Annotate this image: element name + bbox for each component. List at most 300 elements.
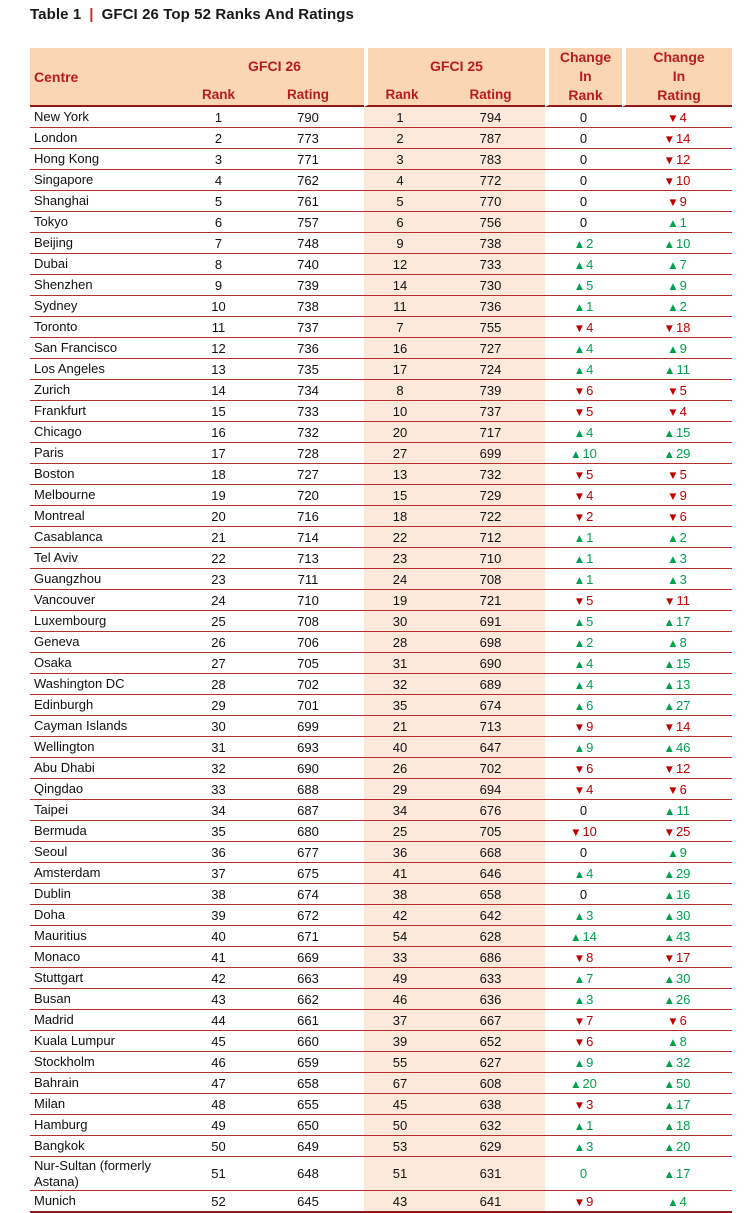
gfci26-rank-cell: 36 (185, 842, 252, 863)
up-triangle-icon: ▲ (667, 847, 680, 860)
up-triangle-icon: ▲ (667, 532, 680, 545)
gfci25-rank-cell: 31 (364, 653, 436, 674)
centre-cell: Melbourne (30, 485, 185, 506)
change-value: 9 (679, 487, 687, 503)
change-value: 4 (586, 655, 594, 671)
change-value: 7 (586, 970, 594, 986)
change-in-rank-cell (545, 1052, 622, 1073)
gfci26-rank-cell: 9 (185, 275, 252, 296)
down-triangle-icon: ▼ (667, 784, 680, 797)
gfci25-rank-cell: 28 (364, 632, 436, 653)
up-triangle-icon: ▲ (573, 574, 587, 587)
change-value: 9 (586, 739, 594, 755)
up-triangle-icon: ▲ (667, 574, 680, 587)
gfci25-rating-cell: 710 (436, 548, 545, 569)
centre-cell: Munich (30, 1191, 185, 1213)
gfci26-rating-cell: 649 (252, 1136, 364, 1157)
gfci25-rating-cell: 713 (436, 716, 545, 737)
table-row (30, 1094, 732, 1115)
change-value: 25 (675, 823, 691, 839)
table-row (30, 1031, 732, 1052)
gfci25-rating-cell: 730 (436, 275, 545, 296)
change-in-rating-cell (622, 107, 732, 128)
change-value: 11 (676, 802, 690, 818)
gfci26-rank-cell: 7 (185, 233, 252, 254)
col-header-gfci25-rating: Rating (436, 84, 545, 107)
gfci25-rank-cell: 14 (364, 275, 436, 296)
gfci25-rank-cell: 20 (364, 422, 436, 443)
centre-cell: Bangkok (30, 1136, 185, 1157)
change-value: 2 (586, 634, 594, 650)
down-triangle-icon: ▼ (573, 406, 587, 419)
up-triangle-icon: ▲ (573, 532, 587, 545)
gfci26-rank-cell: 21 (185, 527, 252, 548)
change-in-rating-cell (622, 254, 732, 275)
change-value-zero: 0 (579, 214, 588, 230)
up-triangle-icon: ▲ (573, 259, 587, 272)
change-value: 11 (676, 592, 690, 608)
table-row (30, 1010, 732, 1031)
change-value: 9 (586, 718, 594, 734)
down-triangle-icon: ▼ (573, 511, 587, 524)
gfci26-rank-cell: 19 (185, 485, 252, 506)
change-value: 20 (675, 1138, 691, 1154)
gfci25-rank-cell: 2 (364, 128, 436, 149)
change-value: 1 (586, 571, 594, 587)
change-value: 1 (586, 298, 594, 314)
down-triangle-icon: ▼ (667, 112, 680, 125)
down-triangle-icon: ▼ (573, 784, 587, 797)
gfci25-rank-cell: 22 (364, 527, 436, 548)
gfci26-rating-cell: 790 (252, 107, 364, 128)
gfci26-rank-cell: 32 (185, 758, 252, 779)
change-value: 6 (679, 508, 687, 524)
gfci25-rating-cell: 629 (436, 1136, 545, 1157)
change-rank-line1: Change (559, 49, 612, 65)
change-value: 12 (675, 760, 691, 776)
change-value: 5 (586, 277, 594, 293)
change-value: 4 (679, 1193, 687, 1209)
centre-cell: London (30, 128, 185, 149)
table-row (30, 233, 732, 254)
up-triangle-icon: ▲ (664, 364, 677, 377)
gfci25-rating-cell: 667 (436, 1010, 545, 1031)
change-value: 27 (675, 697, 691, 713)
gfci26-rating-cell: 771 (252, 149, 364, 170)
gfci25-rank-cell: 17 (364, 359, 436, 380)
gfci25-rank-cell: 36 (364, 842, 436, 863)
gfci25-rank-cell: 6 (364, 212, 436, 233)
change-value: 9 (679, 844, 687, 860)
table-row (30, 191, 732, 212)
up-triangle-icon: ▲ (663, 658, 676, 671)
gfci25-rating-cell: 690 (436, 653, 545, 674)
gfci25-rank-cell: 46 (364, 989, 436, 1010)
gfci25-rank-cell: 24 (364, 569, 436, 590)
down-triangle-icon: ▼ (663, 826, 676, 839)
gfci26-rating-cell: 702 (252, 674, 364, 695)
gfci25-rank-cell: 3 (364, 149, 436, 170)
up-triangle-icon: ▲ (667, 1036, 680, 1049)
change-value: 3 (586, 1138, 594, 1154)
gfci25-rank-cell: 19 (364, 590, 436, 611)
gfci25-rank-cell: 9 (364, 233, 436, 254)
change-in-rank-cell (545, 947, 622, 968)
gfci26-rating-cell: 705 (252, 653, 364, 674)
table-row (30, 506, 732, 527)
change-value: 1 (586, 529, 594, 545)
centre-cell: Bahrain (30, 1073, 185, 1094)
centre-cell: Cayman Islands (30, 716, 185, 737)
gfci26-rank-cell: 5 (185, 191, 252, 212)
gfci26-rating-cell: 645 (252, 1191, 364, 1213)
up-triangle-icon: ▲ (573, 1141, 587, 1154)
change-in-rating-cell (622, 779, 732, 800)
change-in-rank-cell (545, 107, 622, 128)
centre-cell: Seoul (30, 842, 185, 863)
centre-cell: Los Angeles (30, 359, 185, 380)
gfci25-rank-cell: 30 (364, 611, 436, 632)
gfci25-rank-cell: 4 (364, 170, 436, 191)
up-triangle-icon: ▲ (573, 364, 587, 377)
gfci26-rating-cell: 736 (252, 338, 364, 359)
change-in-rank-cell (545, 1115, 622, 1136)
down-triangle-icon: ▼ (667, 469, 680, 482)
gfci26-rating-cell: 732 (252, 422, 364, 443)
change-in-rating-cell (622, 422, 732, 443)
change-value: 8 (679, 634, 687, 650)
col-group-gfci26: GFCI 26 (185, 48, 364, 84)
table-row (30, 1136, 732, 1157)
change-in-rank-cell (545, 443, 622, 464)
up-triangle-icon: ▲ (573, 1120, 587, 1133)
gfci26-rank-cell: 24 (185, 590, 252, 611)
change-value: 9 (586, 1193, 594, 1209)
change-value: 3 (679, 571, 687, 587)
change-value: 6 (586, 697, 594, 713)
gfci25-rating-cell: 668 (436, 842, 545, 863)
centre-cell: Beijing (30, 233, 185, 254)
gfci26-rating-cell: 690 (252, 758, 364, 779)
table-row (30, 1191, 732, 1213)
up-triangle-icon: ▲ (663, 1141, 676, 1154)
gfci25-rating-cell: 689 (436, 674, 545, 695)
change-value: 3 (586, 991, 594, 1007)
centre-cell: New York (30, 107, 185, 128)
gfci25-rank-cell: 41 (364, 863, 436, 884)
table-row (30, 359, 732, 380)
table-row (30, 380, 732, 401)
col-header-change-in-rank (545, 48, 622, 107)
gfci25-rank-cell: 23 (364, 548, 436, 569)
table-row (30, 170, 732, 191)
up-triangle-icon: ▲ (573, 742, 587, 755)
change-value: 10 (582, 445, 597, 461)
table-row (30, 317, 732, 338)
centre-cell: Edinburgh (30, 695, 185, 716)
gfci26-rank-cell: 2 (185, 128, 252, 149)
change-in-rating-cell (622, 674, 732, 695)
gfci25-rank-cell: 15 (364, 485, 436, 506)
gfci26-rating-cell: 658 (252, 1073, 364, 1094)
gfci25-rating-cell: 627 (436, 1052, 545, 1073)
up-triangle-icon: ▲ (664, 805, 677, 818)
change-value: 4 (586, 256, 594, 272)
gfci26-rank-cell: 34 (185, 800, 252, 821)
centre-cell: Osaka (30, 653, 185, 674)
gfci25-rating-cell: 658 (436, 884, 545, 905)
change-in-rating-cell (622, 947, 732, 968)
table-row (30, 443, 732, 464)
gfci25-rating-cell: 608 (436, 1073, 545, 1094)
up-triangle-icon: ▲ (573, 553, 587, 566)
change-value: 5 (586, 403, 594, 419)
change-in-rating-cell (622, 191, 732, 212)
table-row (30, 905, 732, 926)
centre-cell: Singapore (30, 170, 185, 191)
change-value: 4 (586, 424, 594, 440)
change-value: 46 (675, 739, 691, 755)
gfci25-rank-cell: 18 (364, 506, 436, 527)
change-in-rank-cell (545, 1191, 622, 1213)
up-triangle-icon: ▲ (573, 868, 587, 881)
gfci25-rank-cell: 12 (364, 254, 436, 275)
change-in-rating-cell (622, 485, 732, 506)
up-triangle-icon: ▲ (573, 637, 587, 650)
col-header-gfci26-rank: Rank (185, 84, 252, 107)
up-triangle-icon: ▲ (573, 1057, 587, 1070)
gfci25-rating-cell: 721 (436, 590, 545, 611)
gfci26-rating-cell: 648 (252, 1157, 364, 1191)
gfci25-rank-cell: 51 (364, 1157, 436, 1191)
change-in-rank-cell (545, 1073, 622, 1094)
centre-cell: Washington DC (30, 674, 185, 695)
up-triangle-icon: ▲ (667, 1196, 680, 1209)
gfci25-rank-cell: 39 (364, 1031, 436, 1052)
gfci26-rank-cell: 44 (185, 1010, 252, 1031)
up-triangle-icon: ▲ (663, 1169, 676, 1182)
up-triangle-icon: ▲ (667, 301, 680, 314)
table-row (30, 968, 732, 989)
gfci25-rank-cell: 35 (364, 695, 436, 716)
gfci25-rating-cell: 694 (436, 779, 545, 800)
down-triangle-icon: ▼ (573, 721, 587, 734)
table-row (30, 716, 732, 737)
up-triangle-icon: ▲ (663, 1099, 676, 1112)
up-triangle-icon: ▲ (667, 343, 680, 356)
gfci25-rank-cell: 7 (364, 317, 436, 338)
table-row (30, 1157, 732, 1191)
gfci25-rating-cell: 783 (436, 149, 545, 170)
change-in-rank-cell (545, 1094, 622, 1115)
gfci25-rating-cell: 755 (436, 317, 545, 338)
up-triangle-icon: ▲ (663, 679, 676, 692)
table-row (30, 1115, 732, 1136)
gfci26-rating-cell: 669 (252, 947, 364, 968)
gfci25-rank-cell: 21 (364, 716, 436, 737)
gfci-ranks-table (30, 48, 732, 1213)
change-in-rank-cell (545, 1157, 622, 1191)
table-row (30, 254, 732, 275)
change-value: 7 (586, 1012, 594, 1028)
gfci26-rating-cell: 701 (252, 695, 364, 716)
centre-cell: Kuala Lumpur (30, 1031, 185, 1052)
change-in-rank-cell (545, 527, 622, 548)
up-triangle-icon: ▲ (573, 658, 587, 671)
col-header-gfci25-rank: Rank (364, 84, 436, 107)
change-in-rank-cell (545, 506, 622, 527)
change-in-rating-cell (622, 149, 732, 170)
change-in-rating-cell (622, 800, 732, 821)
down-triangle-icon: ▼ (573, 1196, 587, 1209)
gfci25-rating-cell: 632 (436, 1115, 545, 1136)
change-in-rating-cell (622, 695, 732, 716)
change-value: 26 (675, 991, 691, 1007)
change-value: 1 (679, 214, 687, 230)
table-row (30, 422, 732, 443)
change-in-rating-cell (622, 527, 732, 548)
change-value: 6 (586, 760, 594, 776)
gfci26-rank-cell: 11 (185, 317, 252, 338)
change-in-rating-cell (622, 590, 732, 611)
down-triangle-icon: ▼ (667, 406, 680, 419)
down-triangle-icon: ▼ (573, 763, 587, 776)
gfci26-rank-cell: 47 (185, 1073, 252, 1094)
change-in-rank-cell (545, 464, 622, 485)
change-value: 3 (679, 550, 687, 566)
gfci26-rank-cell: 27 (185, 653, 252, 674)
table-row (30, 212, 732, 233)
centre-cell: Tel Aviv (30, 548, 185, 569)
change-value: 18 (675, 319, 691, 335)
change-in-rating-cell (622, 170, 732, 191)
centre-cell: Shanghai (30, 191, 185, 212)
change-value: 14 (675, 130, 691, 146)
change-in-rating-cell (622, 1073, 732, 1094)
change-in-rank-cell (545, 779, 622, 800)
change-value: 15 (675, 655, 691, 671)
change-in-rating-cell (622, 926, 732, 947)
change-value-zero: 0 (579, 886, 588, 902)
centre-cell: Nur-Sultan (formerly Astana) (30, 1157, 185, 1191)
gfci26-rating-cell: 693 (252, 737, 364, 758)
centre-cell: Busan (30, 989, 185, 1010)
gfci26-rank-cell: 14 (185, 380, 252, 401)
gfci25-rating-cell: 676 (436, 800, 545, 821)
up-triangle-icon: ▲ (663, 448, 676, 461)
gfci25-rank-cell: 45 (364, 1094, 436, 1115)
gfci26-rank-cell: 42 (185, 968, 252, 989)
table-row (30, 401, 732, 422)
change-value: 5 (586, 613, 594, 629)
change-in-rating-cell (622, 989, 732, 1010)
gfci26-rating-cell: 773 (252, 128, 364, 149)
gfci25-rating-cell: 638 (436, 1094, 545, 1115)
change-in-rating-cell (622, 758, 732, 779)
gfci26-rank-cell: 16 (185, 422, 252, 443)
change-in-rank-cell (545, 1010, 622, 1031)
gfci25-rank-cell: 67 (364, 1073, 436, 1094)
down-triangle-icon: ▼ (664, 595, 677, 608)
change-value: 4 (586, 781, 594, 797)
gfci25-rank-cell: 34 (364, 800, 436, 821)
change-in-rank-cell (545, 212, 622, 233)
change-in-rank-cell (545, 716, 622, 737)
up-triangle-icon: ▲ (573, 280, 587, 293)
gfci26-rank-cell: 1 (185, 107, 252, 128)
change-in-rating-cell (622, 548, 732, 569)
change-value: 2 (586, 508, 594, 524)
down-triangle-icon: ▼ (573, 1015, 587, 1028)
change-in-rank-cell (545, 401, 622, 422)
gfci25-rating-cell: 708 (436, 569, 545, 590)
change-value: 10 (582, 823, 597, 839)
change-in-rating-cell (622, 338, 732, 359)
change-value: 5 (679, 466, 687, 482)
change-in-rank-cell (545, 695, 622, 716)
gfci26-rating-cell: 662 (252, 989, 364, 1010)
gfci26-rating-cell: 714 (252, 527, 364, 548)
col-header-gfci26-rating: Rating (252, 84, 364, 107)
change-in-rating-cell (622, 506, 732, 527)
gfci25-rating-cell: 646 (436, 863, 545, 884)
change-in-rating-cell (622, 968, 732, 989)
centre-cell: Amsterdam (30, 863, 185, 884)
change-in-rating-cell (622, 1191, 732, 1213)
change-value: 5 (586, 466, 594, 482)
gfci26-rank-cell: 31 (185, 737, 252, 758)
gfci25-rank-cell: 11 (364, 296, 436, 317)
gfci25-rating-cell: 733 (436, 254, 545, 275)
table-row (30, 149, 732, 170)
centre-cell: Luxembourg (30, 611, 185, 632)
change-value: 2 (679, 529, 687, 545)
gfci26-rank-cell: 51 (185, 1157, 252, 1191)
gfci26-rating-cell: 762 (252, 170, 364, 191)
centre-cell: Stockholm (30, 1052, 185, 1073)
gfci25-rating-cell: 631 (436, 1157, 545, 1191)
centre-cell: Dublin (30, 884, 185, 905)
change-value: 8 (586, 949, 594, 965)
change-value: 7 (679, 256, 687, 272)
table-row (30, 632, 732, 653)
gfci26-rating-cell: 720 (252, 485, 364, 506)
down-triangle-icon: ▼ (667, 511, 680, 524)
table-row (30, 821, 732, 842)
gfci26-rating-cell: 659 (252, 1052, 364, 1073)
gfci26-rank-cell: 20 (185, 506, 252, 527)
gfci26-rating-cell: 737 (252, 317, 364, 338)
gfci25-rating-cell: 717 (436, 422, 545, 443)
centre-cell: Stuttgart (30, 968, 185, 989)
gfci26-rating-cell: 711 (252, 569, 364, 590)
change-in-rank-cell (545, 905, 622, 926)
gfci25-rating-cell: 712 (436, 527, 545, 548)
gfci26-rating-cell: 740 (252, 254, 364, 275)
gfci26-rank-cell: 45 (185, 1031, 252, 1052)
centre-cell: Paris (30, 443, 185, 464)
change-in-rank-cell (545, 296, 622, 317)
change-in-rank-cell (545, 590, 622, 611)
centre-cell: Geneva (30, 632, 185, 653)
change-value: 9 (679, 193, 687, 209)
change-rating-line2: In (672, 68, 686, 84)
change-value: 1 (586, 1117, 594, 1133)
table-row (30, 989, 732, 1010)
gfci25-rating-cell: 732 (436, 464, 545, 485)
change-in-rating-cell (622, 464, 732, 485)
gfci25-rating-cell: 738 (436, 233, 545, 254)
